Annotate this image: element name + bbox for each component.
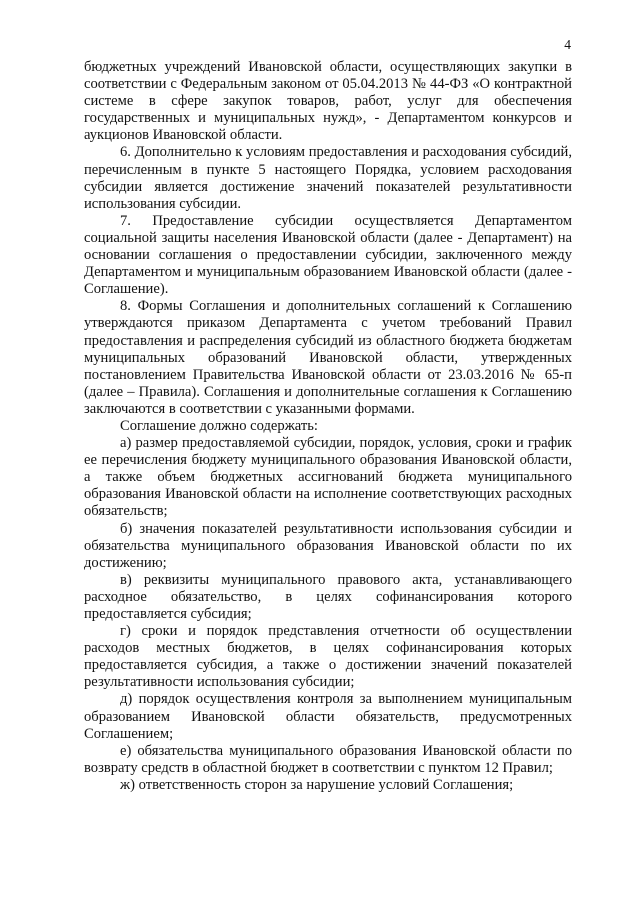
subitem-v: в) реквизиты муниципального правового акта, устанавливающего расходное обязательство, в целях софинансирования которого предоставляется субсидия; bbox=[84, 571, 572, 622]
subitem-g: г) сроки и порядок представления отчетности об осуществлении расходов местных бюджетов, в целях софинансирования которых предоставляется субсидия, а также о достижении значений показателей результативности использования субсидии; bbox=[84, 623, 572, 691]
paragraph-item-6: 6. Дополнительно к условиям предоставления и расходования субсидий, перечисленным в пункте 5 настоящего Порядка, условием расходования субсидии является достижение значений показателей результативности использования субсидии. bbox=[84, 144, 572, 212]
subitem-d: д) порядок осуществления контроля за выполнением муниципальным образованием Ивановской области обязательств, предусмотренных Соглашением; bbox=[84, 691, 572, 742]
page-number: 4 bbox=[564, 37, 571, 52]
paragraph-agreement-intro: Соглашение должно содержать: bbox=[120, 417, 318, 434]
document-body bbox=[84, 59, 572, 794]
paragraph-continuation: бюджетных учреждений Ивановской области, осуществляющих закупки в соответствии с Федеральным законом от 05.04.2013 № 44-ФЗ «О контрактной системе в сфере закупок товаров, работ, услуг для обеспечения государственных и муниципальных нужд», - Департаментом конкурсов и аукционов Ивановской области. bbox=[84, 59, 572, 144]
subitem-b: б) значения показателей результативности использования субсидии и обязательства муниципального образования Ивановской области по их достижению; bbox=[84, 520, 572, 571]
paragraph-item-7: 7. Предоставление субсидии осуществляется Департаментом социальной защиты населения Ивановской области (далее - Департамент) на основании соглашения о предоставлении субсидии, заключенного между Департаментом и муниципальным образованием Ивановской области (далее - Соглашение). bbox=[84, 212, 572, 298]
subitem-zh: ж) ответственность сторон за нарушение условий Соглашения; bbox=[120, 776, 514, 793]
subitem-e: е) обязательства муниципального образования Ивановской области по возврату средств в областной бюджет в соответствии с пунктом 12 Правил; bbox=[84, 742, 572, 776]
paragraph-item-8: 8. Формы Соглашения и дополнительных соглашений к Соглашению утверждаются приказом Департамента с учетом требований Правил предоставления и распределения субсидий из областного бюджета бюджетам муниципальных образований Ивановской области, утвержденных постановлением Правительства Ивановской области от 23.03.2016 № 65-п (далее – Правила). Соглашения и дополнительные соглашения к Соглашению заключаются в соответствии с указанными формами. bbox=[84, 298, 572, 417]
subitem-a: а) размер предоставляемой субсидии, порядок, условия, сроки и график ее перечисления бюджету муниципального образования Ивановской области, а также объем бюджетных ассигнований бюджета муниципального образования Ивановской области на исполнение соответствующих расходных обязательств; bbox=[84, 435, 572, 520]
